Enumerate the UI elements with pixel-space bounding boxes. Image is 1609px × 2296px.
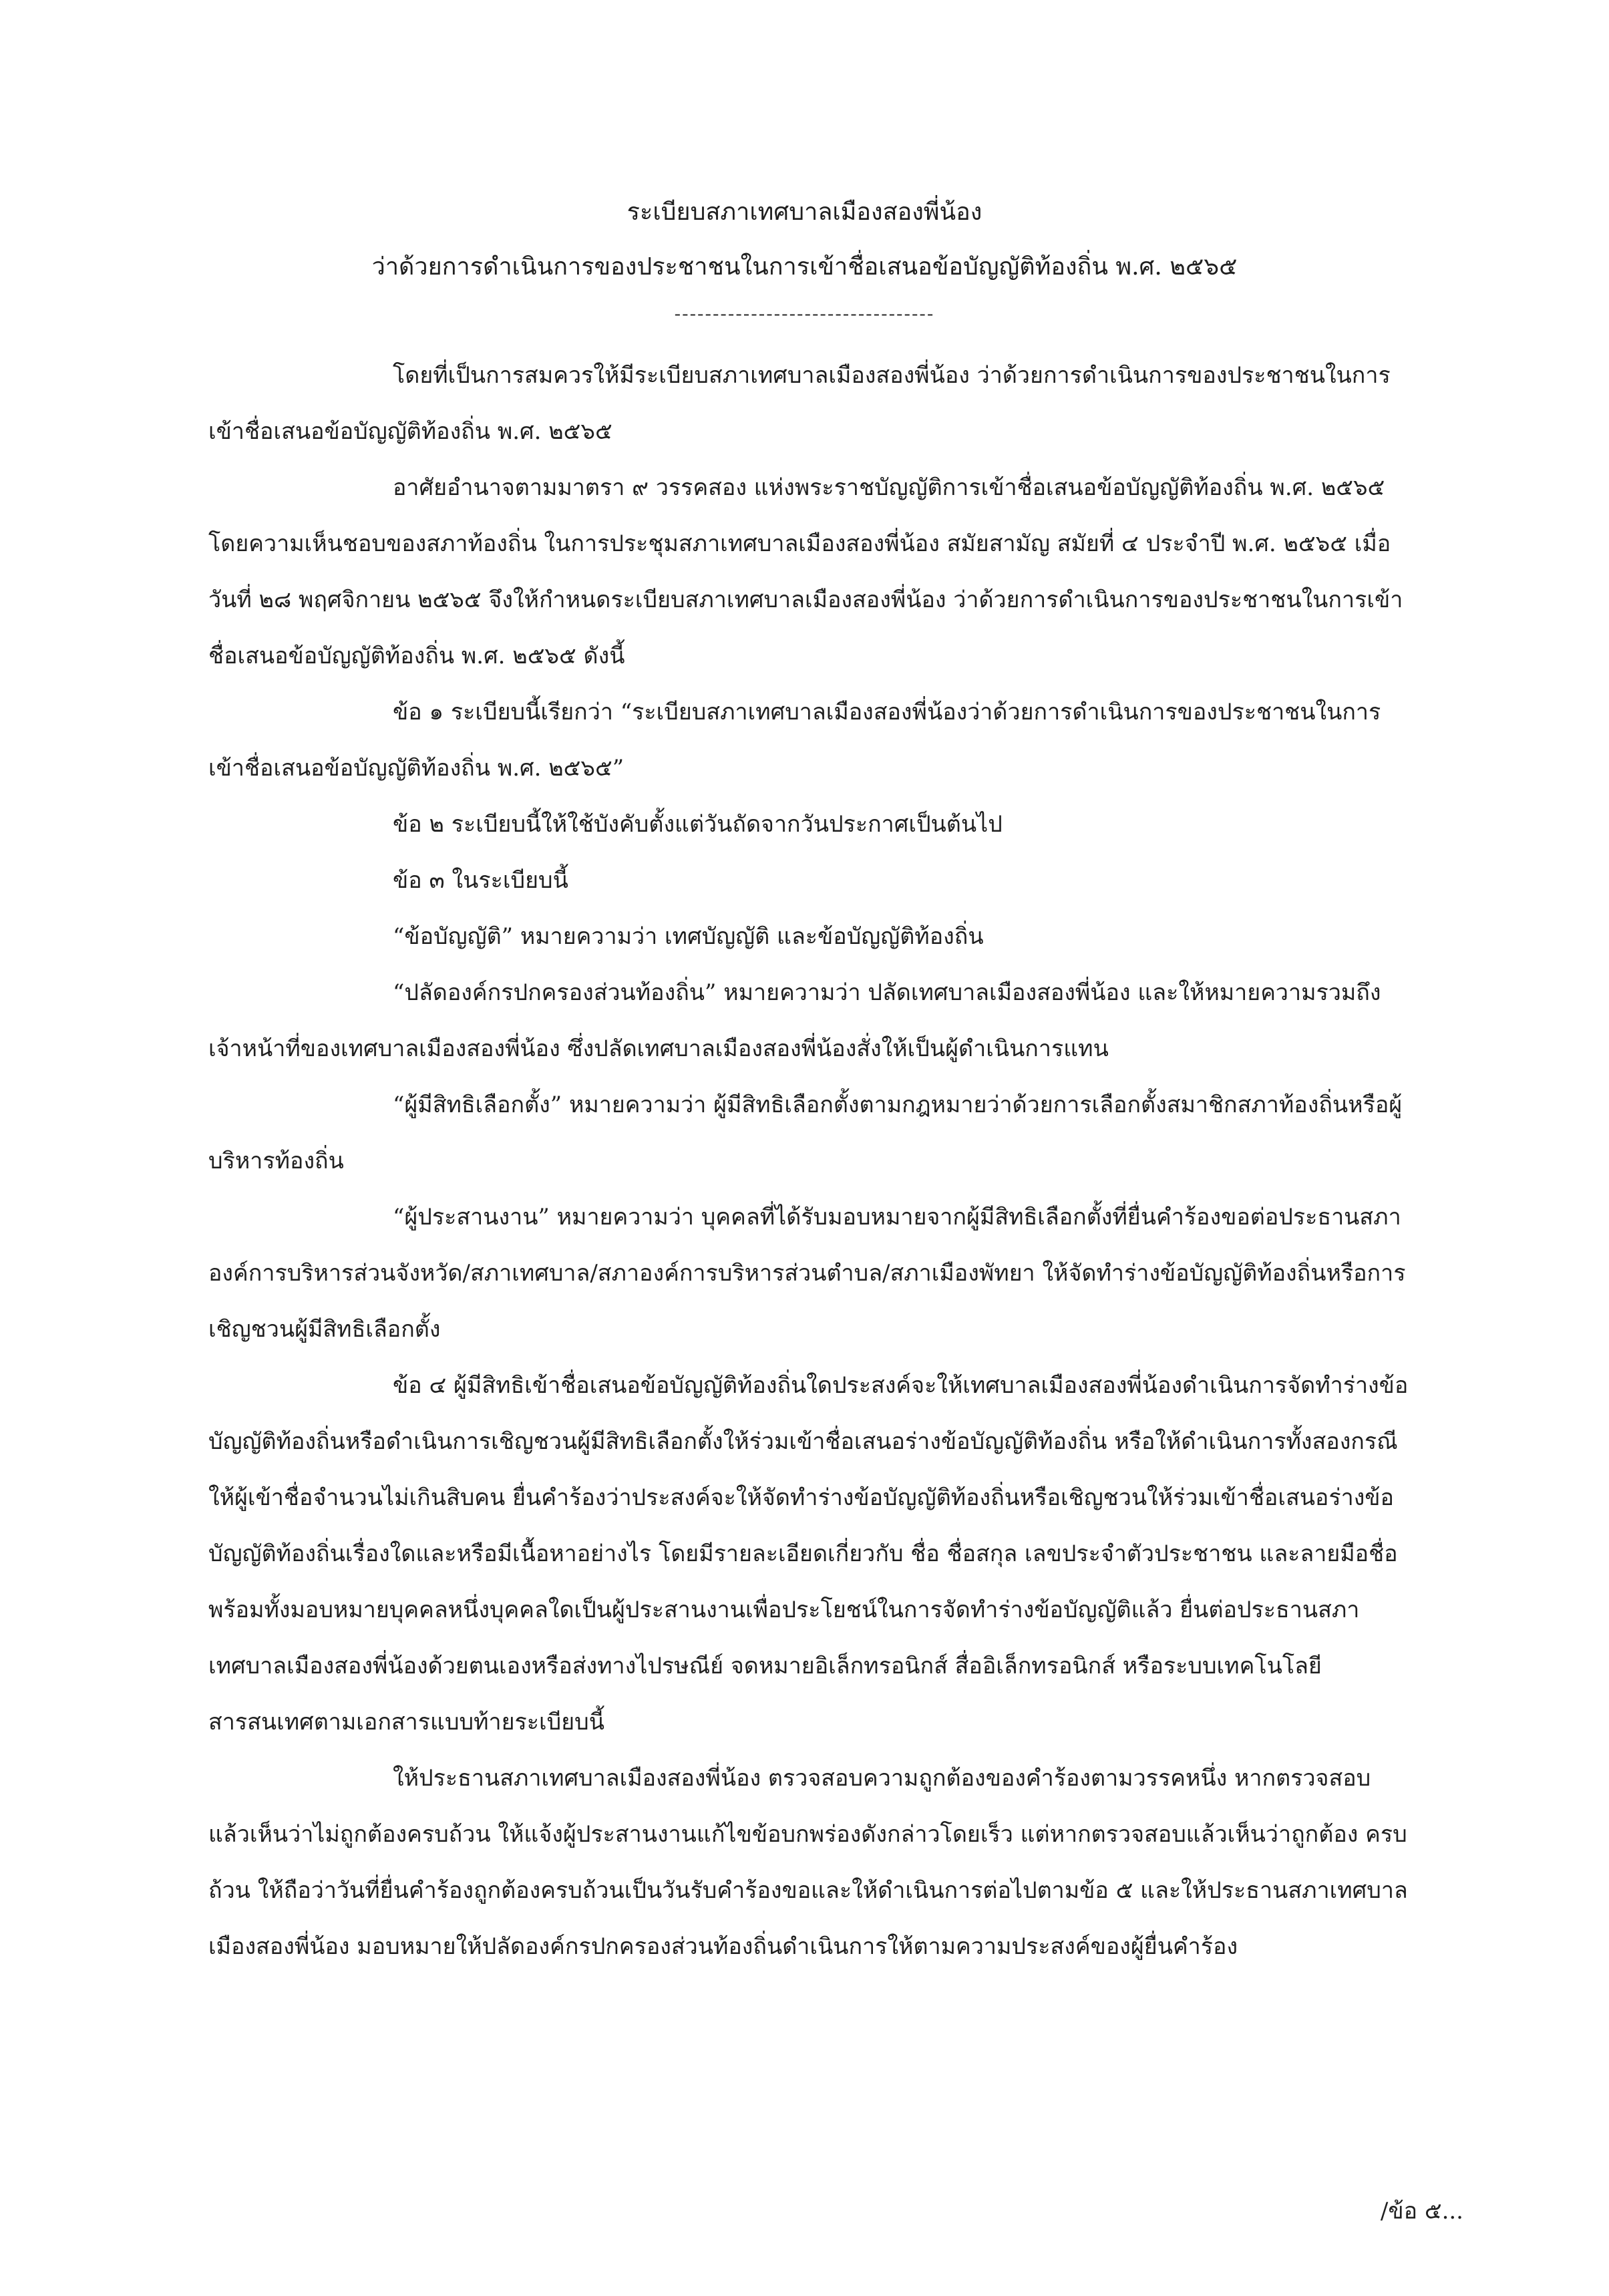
document-subtitle: ว่าด้วยการดำเนินการของประชาชนในการเข้าชื่อเสนอข้อบัญญัติท้องถิ่น พ.ศ. ๒๕๖๕ <box>371 253 1238 281</box>
definition-eligible-voter: “ผู้มีสิทธิเลือกตั้ง” หมายความว่า ผู้มีสิทธิเลือกตั้งตามกฎหมายว่าด้วยการเลือกตั้งสมาชิกสภาท้องถิ่นหรือผู้บริหารท้องถิ่น <box>208 1092 1403 1174</box>
title-separator: ---------------------------------- <box>674 303 935 325</box>
definition-coordinator: “ผู้ประสานงาน” หมายความว่า บุคคลที่ได้รับมอบหมายจากผู้มีสิทธิเลือกตั้งที่ยื่นคำร้องขอต่อประธานสภาองค์การบริหารส่วนจังหวัด/สภาเทศบาล/สภาองค์การบริหารส่วนตำบล/สภาเมืองพัทยา ให้จัดทำร่างข้อบัญญัติท้องถิ่นหรือการเชิญชวนผู้มีสิทธิเลือกตั้ง <box>208 1204 1406 1343</box>
clause-4-paragraph-2: ให้ประธานสภาเทศบาลเมืองสองพี่น้อง ตรวจสอบความถูกต้องของคำร้องตามวรรคหนึ่ง หากตรวจสอบแล้วเห็นว่าไม่ถูกต้องครบถ้วน ให้แจ้งผู้ประสานงานแก้ไขข้อบกพร่องดังกล่าวโดยเร็ว แต่หากตรวจสอบแล้วเห็นว่าถูกต้อง ครบถ้วน ให้ถือว่าวันที่ยื่นคำร้องถูกต้องครบถ้วนเป็นวันรับคำร้องขอและให้ดำเนินการต่อไปตามข้อ ๕ และให้ประธานสภาเทศบาลเมืองสองพี่น้อง มอบหมายให้ปลัดองค์กรปกครองส่วนท้องถิ่นดำเนินการให้ตามความประสงค์ของผู้ยื่นคำร้อง <box>208 1765 1408 1960</box>
paragraph-preamble: โดยที่เป็นการสมควรให้มีระเบียบสภาเทศบาลเมืองสองพี่น้อง ว่าด้วยการดำเนินการของประชาชนในการเข้าชื่อเสนอข้อบัญญัติท้องถิ่น พ.ศ. ๒๕๖๕ <box>208 362 1391 445</box>
clause-4: ข้อ ๔ ผู้มีสิทธิเข้าชื่อเสนอข้อบัญญัติท้องถิ่นใดประสงค์จะให้เทศบาลเมืองสองพี่น้องดำเนินการจัดทำร่างข้อบัญญัติท้องถิ่นหรือดำเนินการเชิญชวนผู้มีสิทธิเลือกตั้งให้ร่วมเข้าชื่อเสนอร่างข้อบัญญัติท้องถิ่น หรือให้ดำเนินการทั้งสองกรณี ให้ผู้เข้าชื่อจำนวนไม่เกินสิบคน ยื่นคำร้องว่าประสงค์จะให้จัดทำร่างข้อบัญญัติท้องถิ่นหรือเชิญชวนให้ร่วมเข้าชื่อเสนอร่างข้อบัญญัติท้องถิ่นเรื่องใดและหรือมีเนื้อหาอย่างไร โดยมีรายละเอียดเกี่ยวกับ ชื่อ ชื่อสกุล เลขประจำตัวประชาชน และลายมือชื่อ พร้อมทั้งมอบหมายบุคคลหนึ่งบุคคลใดเป็นผู้ประสานงานเพื่อประโยชน์ในการจัดทำร่างข้อบัญญัติแล้ว ยื่นต่อประธานสภาเทศบาลเมืองสองพี่น้องด้วยตนเองหรือส่งทางไปรษณีย์ จดหมายอิเล็กทรอนิกส์ สื่ออิเล็กทรอนิกส์ หรือระบบเทคโนโลยีสารสนเทศตามเอกสารแบบท้ายระเบียบนี้ <box>208 1372 1409 1736</box>
next-page-marker: /ข้อ ๕... <box>1380 2198 1463 2225</box>
document-title: ระเบียบสภาเทศบาลเมืองสองพี่น้อง <box>627 198 982 226</box>
paragraph-authority: อาศัยอำนาจตามมาตรา ๙ วรรคสอง แห่งพระราชบัญญัติการเข้าชื่อเสนอข้อบัญญัติท้องถิ่น พ.ศ. ๒๕๖๕ โดยความเห็นชอบของสภาท้องถิ่น ในการประชุมสภาเทศบาลเมืองสองพี่น้อง สมัยสามัญ สมัยที่ ๔ ประจำปี พ.ศ. ๒๕๖๕ เมื่อวันที่ ๒๘ พฤศจิกายน ๒๕๖๕ จึงให้กำหนดระเบียบสภาเทศบาลเมืองสองพี่น้อง ว่าด้วยการดำเนินการของประชาชนในการเข้าชื่อเสนอข้อบัญญัติท้องถิ่น พ.ศ. ๒๕๖๕ ดังนี้ <box>208 474 1403 669</box>
definition-regulation: “ข้อบัญญัติ” หมายความว่า เทศบัญญัติ และข้อบัญญัติท้องถิ่น <box>393 923 984 950</box>
clause-1: ข้อ ๑ ระเบียบนี้เรียกว่า “ระเบียบสภาเทศบาลเมืองสองพี่น้องว่าด้วยการดำเนินการของประชาชนในการเข้าชื่อเสนอข้อบัญญัติท้องถิ่น พ.ศ. ๒๕๖๕” <box>208 699 1381 782</box>
document-body <box>208 347 1411 1975</box>
clause-2: ข้อ ๒ ระเบียบนี้ให้ใช้บังคับตั้งแต่วันถัดจากวันประกาศเป็นต้นไป <box>393 811 1003 838</box>
clause-3: ข้อ ๓ ในระเบียบนี้ <box>393 867 568 894</box>
definition-local-clerk: “ปลัดองค์กรปกครองส่วนท้องถิ่น” หมายความว่า ปลัดเทศบาลเมืองสองพี่น้อง และให้หมายความรวมถึงเจ้าหน้าที่ของเทศบาลเมืองสองพี่น้อง ซึ่งปลัดเทศบาลเมืองสองพี่น้องสั่งให้เป็นผู้ดำเนินการแทน <box>208 979 1381 1062</box>
